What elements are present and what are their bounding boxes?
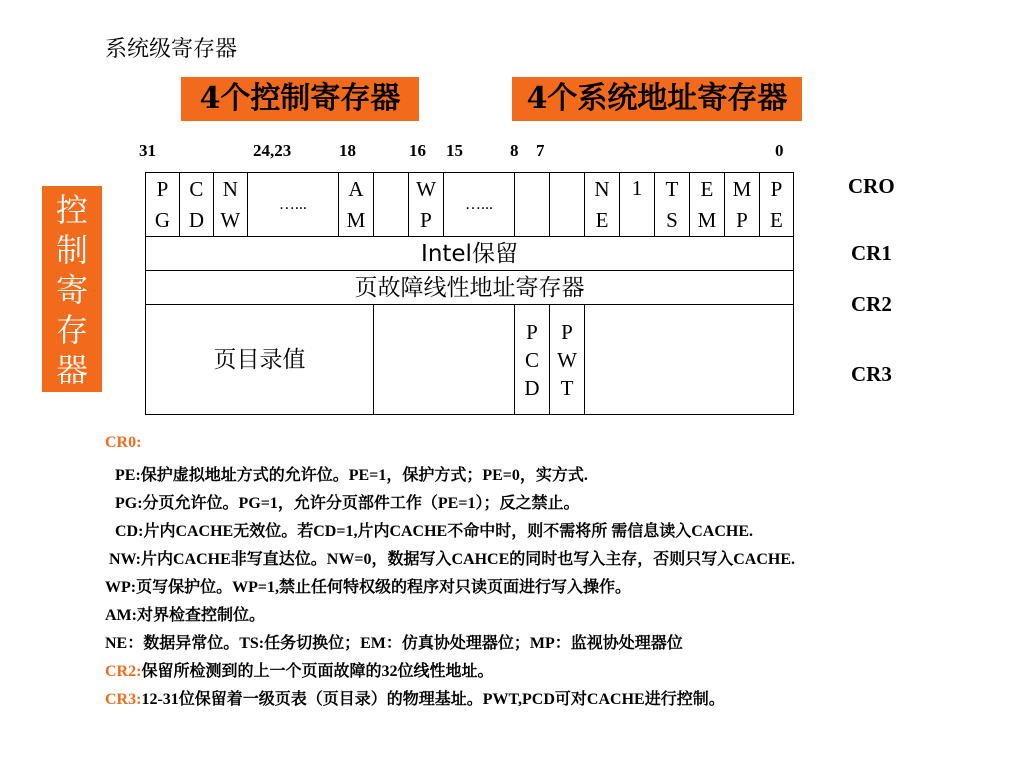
note-am: AM:对界检查控制位。 <box>105 607 265 624</box>
cr0-em-cell: E M <box>689 173 724 237</box>
cr0-reserved-dots: …... <box>443 173 514 237</box>
note-nw: NW:片内CACHE非写直达位。NW=0，数据写入CAHCE的同时也写入主存，否则只写入CACHE. <box>109 551 796 568</box>
cr3-empty-cell <box>584 305 793 415</box>
side-char: 寄 <box>55 271 88 309</box>
cr0-bit4-one-cell: 1 <box>619 173 654 237</box>
control-registers-banner: 4个控制寄存器 <box>181 77 419 121</box>
bit-number-7: 7 <box>536 141 545 160</box>
control-register-side-label <box>42 186 102 392</box>
bit-number-18: 18 <box>339 141 356 160</box>
side-char: 制 <box>55 231 88 269</box>
register-layout-table <box>145 172 794 415</box>
cr0-ne-cell: N E <box>584 173 619 237</box>
label-cr2: CR2 <box>851 292 892 316</box>
side-char: 存 <box>55 311 88 349</box>
cr3-pwt-cell: P W T <box>550 305 585 415</box>
bit-number-24-23: 24,23 <box>253 141 292 160</box>
label-cr1: CR1 <box>851 241 892 265</box>
note-pg: PG:分页允许位。PG=1，允许分页部件工作（PE=1）；反之禁止。 <box>115 495 580 512</box>
cr3-empty-cell <box>374 305 515 415</box>
cr0-am-cell: A M <box>339 173 374 237</box>
note-pe: PE:保护虚拟地址方式的允许位。PE=1，保护方式；PE=0，实方式. <box>115 467 588 484</box>
cr0-empty-cell <box>550 173 585 237</box>
cr0-row <box>146 173 794 237</box>
bit-number-8: 8 <box>510 141 519 160</box>
note-wp: WP:页写保护位。WP=1,禁止任何特权级的程序对只读页面进行写入操作。 <box>105 579 631 596</box>
bit-number-0: 0 <box>775 141 784 160</box>
note-cr0-heading: CR0: <box>105 434 142 451</box>
bit-number-31: 31 <box>139 141 156 160</box>
page-title: 系统级寄存器 <box>105 37 238 62</box>
side-char: 器 <box>55 351 88 389</box>
label-cr3: CR3 <box>851 362 892 386</box>
cr1-row <box>146 237 794 271</box>
note-cd: CD:片内CACHE无效位。若CD=1,片内CACHE不命中时，则不需将所 需信息读入CACHE. <box>115 523 754 540</box>
cr0-wp-cell: W P <box>408 173 443 237</box>
cr0-nw-cell: N W <box>213 173 247 237</box>
note-cr3: CR3:12-31位保留着一级页表（页目录）的物理基址。PWT,PCD可对CACHE进行控制。 <box>105 691 725 708</box>
cr0-empty-cell <box>374 173 409 237</box>
cr2-row <box>146 271 794 305</box>
cr0-ts-cell: T S <box>654 173 689 237</box>
cr3-page-directory-value: 页目录值 <box>146 305 374 415</box>
side-char: 控 <box>55 191 88 229</box>
bit-number-15: 15 <box>446 141 463 160</box>
system-address-registers-banner: 4个系统地址寄存器 <box>512 77 802 121</box>
cr0-pe-cell: P E <box>759 173 793 237</box>
cr0-empty-cell <box>515 173 550 237</box>
cr0-reserved-dots: …... <box>247 173 338 237</box>
cr3-pcd-cell: P C D <box>515 305 550 415</box>
cr2-page-fault-linear-address: 页故障线性地址寄存器 <box>146 271 794 305</box>
note-ne-ts-em-mp: NE：数据异常位。TS:任务切换位；EM：仿真协处理器位；MP：监视协处理器位 <box>105 635 683 652</box>
bit-number-16: 16 <box>409 141 426 160</box>
note-cr2: CR2:保留所检测到的上一个页面故障的32位线性地址。 <box>105 663 494 680</box>
cr0-pg-cell: P G <box>146 173 180 237</box>
cr1-intel-reserved: Intel保留 <box>146 237 794 271</box>
label-cr0: CRO <box>848 174 895 198</box>
cr0-cd-cell: C D <box>179 173 213 237</box>
cr0-mp-cell: M P <box>724 173 759 237</box>
cr3-row <box>146 305 794 415</box>
